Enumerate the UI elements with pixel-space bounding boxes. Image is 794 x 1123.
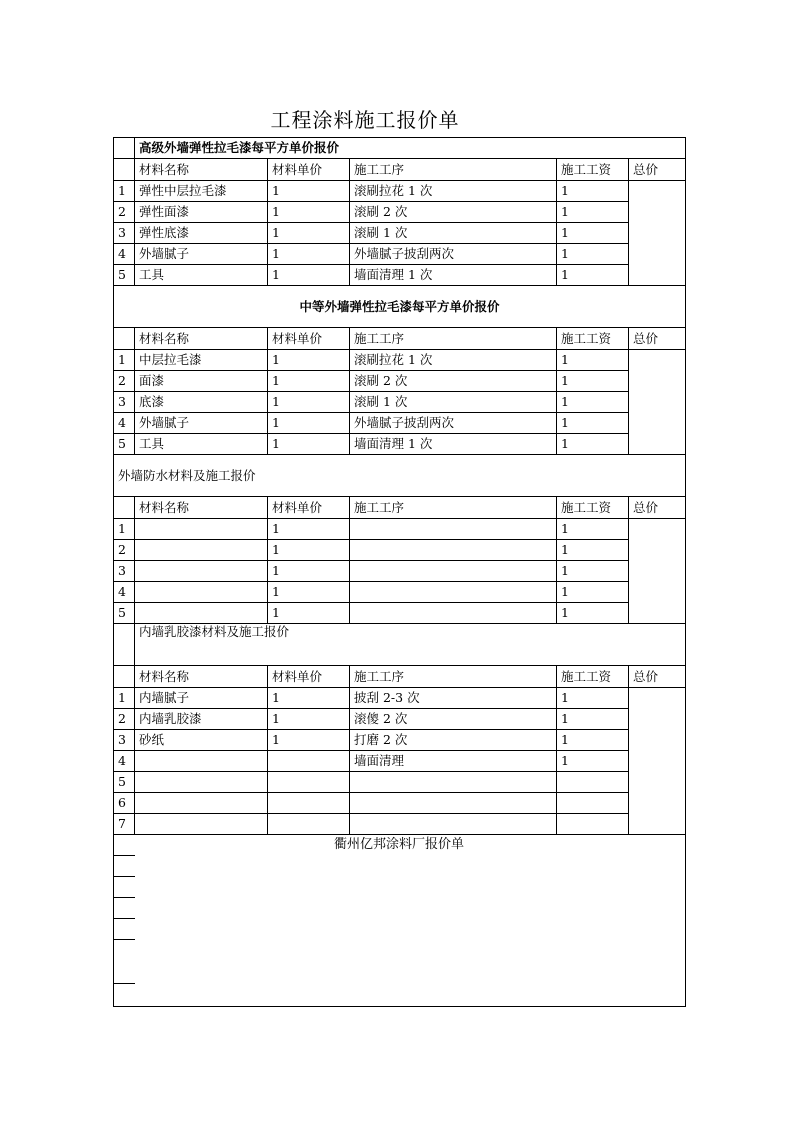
material-price-cell: 1 [268, 688, 350, 709]
process-cell [350, 540, 557, 561]
material-name-cell [135, 582, 268, 603]
process-cell: 滚刷拉花 1 次 [350, 350, 557, 371]
table-row [114, 603, 686, 624]
section-4-title-row [114, 624, 686, 666]
material-name-cell [135, 814, 268, 835]
process-cell [350, 582, 557, 603]
table-row [114, 265, 686, 286]
material-price-cell [268, 814, 350, 835]
process-cell: 披刮 2-3 次 [350, 688, 557, 709]
material-price-cell [268, 793, 350, 814]
section-3-header-row [114, 497, 686, 519]
material-price-cell: 1 [268, 603, 350, 624]
header-total: 总价 [629, 159, 686, 181]
material-price-cell: 1 [268, 350, 350, 371]
material-name-cell [135, 540, 268, 561]
quote-table [113, 137, 686, 1007]
material-price-cell: 1 [268, 202, 350, 223]
row-number: 1 [114, 688, 135, 709]
material-name-cell [135, 519, 268, 540]
material-name-cell: 弹性中层拉毛漆 [135, 181, 268, 202]
material-price-cell: 1 [268, 540, 350, 561]
labor-cell: 1 [557, 223, 629, 244]
header-material-price: 材料单价 [268, 666, 350, 688]
material-price-cell: 1 [268, 223, 350, 244]
material-name-cell: 砂纸 [135, 730, 268, 751]
process-cell: 墙面清理 1 次 [350, 434, 557, 455]
row-number: 1 [114, 519, 135, 540]
footer-tick-line [114, 897, 135, 898]
row-number: 1 [114, 181, 135, 202]
labor-cell: 1 [557, 350, 629, 371]
material-name-cell: 面漆 [135, 371, 268, 392]
section-4-title: 内墙乳胶漆材料及施工报价 [135, 624, 686, 666]
header-labor: 施工工资 [557, 497, 629, 519]
header-material-name: 材料名称 [135, 497, 268, 519]
total-cell [629, 181, 686, 286]
table-row [114, 709, 686, 730]
material-price-cell: 1 [268, 561, 350, 582]
table-row [114, 730, 686, 751]
labor-cell: 1 [557, 265, 629, 286]
material-name-cell: 内墙乳胶漆 [135, 709, 268, 730]
process-cell: 墙面清理 [350, 751, 557, 772]
header-labor: 施工工资 [557, 666, 629, 688]
header-labor: 施工工资 [557, 328, 629, 350]
total-cell [629, 688, 686, 835]
footer-text: 衢州亿邦涂料厂报价单 [334, 837, 465, 852]
total-cell [629, 350, 686, 455]
header-material-price: 材料单价 [268, 497, 350, 519]
process-cell [350, 519, 557, 540]
labor-cell: 1 [557, 181, 629, 202]
table-row [114, 751, 686, 772]
table-row [114, 371, 686, 392]
labor-cell: 1 [557, 434, 629, 455]
labor-cell: 1 [557, 392, 629, 413]
material-name-cell: 弹性面漆 [135, 202, 268, 223]
material-name-cell: 外墙腻子 [135, 244, 268, 265]
material-price-cell: 1 [268, 244, 350, 265]
row-number: 4 [114, 751, 135, 772]
labor-cell: 1 [557, 688, 629, 709]
process-cell: 打磨 2 次 [350, 730, 557, 751]
row-number: 6 [114, 793, 135, 814]
row-number: 5 [114, 265, 135, 286]
material-price-cell [268, 772, 350, 793]
header-total: 总价 [629, 497, 686, 519]
table-row [114, 561, 686, 582]
material-name-cell: 外墙腻子 [135, 413, 268, 434]
header-material-price: 材料单价 [268, 159, 350, 181]
table-row [114, 688, 686, 709]
row-number: 2 [114, 371, 135, 392]
section-4-header-row [114, 666, 686, 688]
material-name-cell [135, 751, 268, 772]
process-cell: 滚傻 2 次 [350, 709, 557, 730]
process-cell: 滚刷 1 次 [350, 392, 557, 413]
row-number: 1 [114, 350, 135, 371]
row-number: 3 [114, 561, 135, 582]
table-row [114, 181, 686, 202]
material-name-cell: 中层拉毛漆 [135, 350, 268, 371]
table-row [114, 223, 686, 244]
header-process: 施工工序 [350, 328, 557, 350]
material-name-cell [135, 603, 268, 624]
header-material-price: 材料单价 [268, 328, 350, 350]
section-2-title: 中等外墙弹性拉毛漆每平方单价报价 [114, 286, 686, 328]
header-total: 总价 [629, 666, 686, 688]
section-3-title-row [114, 455, 686, 497]
labor-cell: 1 [557, 413, 629, 434]
document-title: 工程涂料施工报价单 [270, 108, 460, 132]
row-number: 4 [114, 582, 135, 603]
table-row [114, 540, 686, 561]
footer-tick-line [114, 876, 135, 877]
row-number: 4 [114, 244, 135, 265]
table-row [114, 814, 686, 835]
labor-cell: 1 [557, 202, 629, 223]
row-number: 4 [114, 413, 135, 434]
material-price-cell: 1 [268, 181, 350, 202]
section-2-header-row [114, 328, 686, 350]
process-cell [350, 561, 557, 582]
material-name-cell [135, 772, 268, 793]
row-number: 2 [114, 709, 135, 730]
section-1-title-row [114, 138, 686, 159]
row-number: 2 [114, 540, 135, 561]
material-name-cell: 工具 [135, 265, 268, 286]
labor-cell: 1 [557, 603, 629, 624]
header-process: 施工工序 [350, 666, 557, 688]
material-price-cell: 1 [268, 392, 350, 413]
material-price-cell: 1 [268, 413, 350, 434]
material-price-cell: 1 [268, 709, 350, 730]
table-row [114, 350, 686, 371]
labor-cell: 1 [557, 582, 629, 603]
row-number: 5 [114, 603, 135, 624]
labor-cell: 1 [557, 244, 629, 265]
process-cell: 外墙腻子披刮两次 [350, 244, 557, 265]
table-row [114, 434, 686, 455]
labor-cell: 1 [557, 519, 629, 540]
row-number: 5 [114, 772, 135, 793]
material-name-cell: 弹性底漆 [135, 223, 268, 244]
row-number: 3 [114, 223, 135, 244]
footer-tick-line [114, 939, 135, 940]
table-row [114, 582, 686, 603]
labor-cell: 1 [557, 561, 629, 582]
header-material-name: 材料名称 [135, 328, 268, 350]
process-cell [350, 772, 557, 793]
section-3-title: 外墙防水材料及施工报价 [114, 455, 686, 497]
process-cell [350, 814, 557, 835]
row-number: 3 [114, 730, 135, 751]
footer-row [114, 835, 686, 1007]
material-price-cell: 1 [268, 265, 350, 286]
table-row [114, 392, 686, 413]
material-name-cell: 工具 [135, 434, 268, 455]
labor-cell: 1 [557, 751, 629, 772]
header-material-name: 材料名称 [135, 159, 268, 181]
header-total: 总价 [629, 328, 686, 350]
labor-cell: 1 [557, 730, 629, 751]
header-process: 施工工序 [350, 497, 557, 519]
material-name-cell [135, 561, 268, 582]
table-row [114, 244, 686, 265]
material-price-cell [268, 751, 350, 772]
material-price-cell: 1 [268, 730, 350, 751]
row-number: 7 [114, 814, 135, 835]
material-price-cell: 1 [268, 371, 350, 392]
labor-cell [557, 814, 629, 835]
section-1-header-row [114, 159, 686, 181]
labor-cell [557, 772, 629, 793]
process-cell: 墙面清理 1 次 [350, 265, 557, 286]
material-name-cell: 底漆 [135, 392, 268, 413]
table-row [114, 793, 686, 814]
material-name-cell: 内墙腻子 [135, 688, 268, 709]
process-cell [350, 603, 557, 624]
footer-tick-line [114, 983, 135, 984]
process-cell: 外墙腻子披刮两次 [350, 413, 557, 434]
section-1-title: 高级外墙弹性拉毛漆每平方单价报价 [135, 138, 686, 159]
header-material-name: 材料名称 [135, 666, 268, 688]
material-price-cell: 1 [268, 519, 350, 540]
process-cell: 滚刷拉花 1 次 [350, 181, 557, 202]
footer-tick-line [114, 855, 135, 856]
labor-cell: 1 [557, 371, 629, 392]
table-row [114, 413, 686, 434]
footer-tick-line [114, 918, 135, 919]
labor-cell: 1 [557, 709, 629, 730]
table-row [114, 772, 686, 793]
process-cell: 滚刷 2 次 [350, 202, 557, 223]
labor-cell: 1 [557, 540, 629, 561]
row-number: 5 [114, 434, 135, 455]
material-price-cell: 1 [268, 434, 350, 455]
process-cell: 滚刷 2 次 [350, 371, 557, 392]
header-labor: 施工工资 [557, 159, 629, 181]
labor-cell [557, 793, 629, 814]
footer-cell [114, 835, 686, 1007]
section-2-title-row [114, 286, 686, 328]
material-name-cell [135, 793, 268, 814]
table-row [114, 519, 686, 540]
table-row [114, 202, 686, 223]
row-number: 3 [114, 392, 135, 413]
row-number: 2 [114, 202, 135, 223]
total-cell [629, 519, 686, 624]
material-price-cell: 1 [268, 582, 350, 603]
process-cell [350, 793, 557, 814]
header-process: 施工工序 [350, 159, 557, 181]
process-cell: 滚刷 1 次 [350, 223, 557, 244]
